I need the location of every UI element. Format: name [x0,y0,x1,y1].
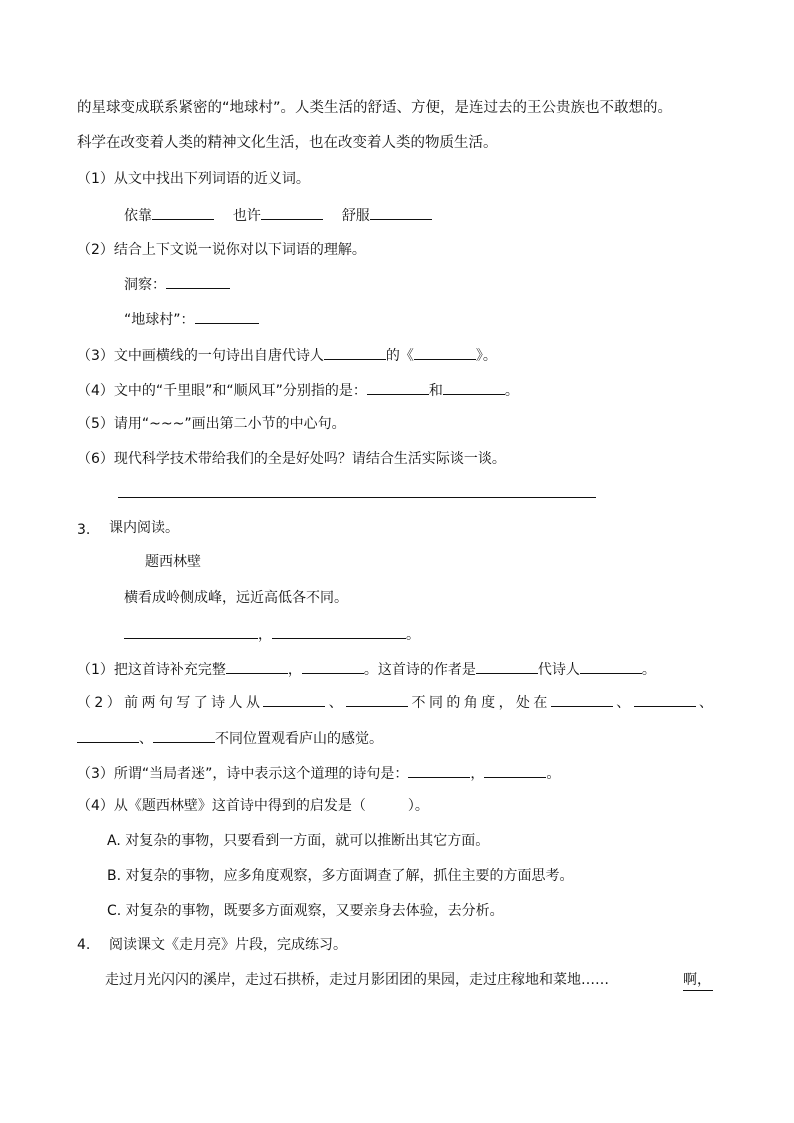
question-3-3-comma: ， [470,766,485,782]
word-yexu: 也许 [232,208,261,224]
passage-zouyueliang [105,970,713,990]
poem-line-1: 横看成岭侧成峰，远近高低各不同。 [124,590,348,606]
question-2-2: （2）结合上下文说一说你对以下词语的理解。 [77,242,366,258]
answer-blank-angle-1[interactable] [263,691,325,707]
question-3-1-poet: 代诗人 [537,662,580,678]
question-4-number: 4. [77,937,91,953]
word-yikao: 依靠 [124,208,152,224]
answer-blank-poet-name[interactable] [580,658,642,674]
question-3-number: 3. [77,522,91,538]
poem-blank-lines [124,623,420,643]
answer-blank-line-3[interactable] [226,658,288,674]
passage-zouyueliang-text: 走过月光闪闪的溪岸，走过石拱桥，走过月影团团的果园，走过庄稼地和菜地…… [105,972,609,988]
question-3-4: （4）从《题西林壁》这首诗中得到的启发是（ ）。 [77,798,429,814]
poem-comma: ， [258,627,272,643]
question-4-heading: 阅读课文《走月亮》片段，完成练习。 [109,937,347,953]
question-2-3 [77,344,497,364]
passage-line-2: 科学在改变着人类的精神文化生活，也在改变着人类的物质生活。 [77,135,498,151]
word-shufu: 舒服 [341,208,370,224]
answer-line-2-6[interactable] [118,497,596,498]
term-dongcha-label: 洞察： [124,277,166,293]
question-3-2-end: 不同位置观看庐山的感觉。 [215,731,383,747]
question-3-2-sep-2: 、 [612,695,634,711]
question-3-1 [77,658,656,678]
answer-blank-diqiucun[interactable] [195,308,259,324]
underlined-exclamation: 啊， [683,970,713,991]
answer-blank-shufu[interactable] [370,204,432,220]
answer-blank-poem-title[interactable] [414,344,476,360]
answer-blank-verse-1[interactable] [408,762,470,778]
question-3-2-sep-3: 、 [695,695,714,711]
question-2-1: （1）从文中找出下列词语的近义词。 [77,171,310,187]
option-a[interactable]: A. 对复杂的事物，只要看到一方面，就可以推断出其它方面。 [107,833,490,849]
answer-blank-yexu[interactable] [261,204,323,220]
question-3-2-sep-4: 、 [139,731,153,747]
question-3-2-mid: 不同的角度，处在 [408,695,551,711]
question-3-1-end: 。 [641,662,656,678]
question-3-1-comma: ， [287,662,302,678]
passage-line-1: 的星球变成联系紧密的“地球村”。人类生活的舒适、方便，是连过去的王公贵族也不敢想的。 [77,100,673,116]
answer-blank-poet[interactable] [324,344,386,360]
answer-blank-shunfenger[interactable] [443,379,505,395]
term-dongcha [124,273,230,293]
question-2-3-end: 》。 [475,348,497,364]
question-3-1-author: 。这首诗的作者是 [363,662,476,678]
question-3-heading: 课内阅读。 [109,520,179,536]
answer-blank-poem-line-3[interactable] [124,623,258,639]
question-2-4 [77,379,519,399]
answer-blank-position-1[interactable] [551,691,613,707]
question-3-1-text: （1）把这首诗补充完整 [77,662,226,678]
question-2-4-and: 和 [428,383,443,399]
poem-title: 题西林壁 [145,554,201,570]
question-2-3-text: （3）文中画横线的一句诗出自唐代诗人 [77,348,324,364]
answer-blank-yikao[interactable] [152,204,214,220]
answer-blank-line-4[interactable] [302,658,364,674]
question-2-4-end: 。 [504,383,519,399]
question-3-3 [77,762,560,782]
answer-blank-angle-2[interactable] [346,691,408,707]
question-3-2 [77,691,713,711]
answer-blank-dongcha[interactable] [166,273,230,289]
poem-period: 。 [406,627,420,643]
option-c[interactable]: C. 对复杂的事物，既要多方面观察，又要亲身去体验，去分析。 [107,903,504,919]
question-2-4-text: （4）文中的“千里眼”和“顺风耳”分别指的是： [77,383,367,399]
answer-blank-position-3[interactable] [77,727,139,743]
answer-blank-poem-line-4[interactable] [272,623,406,639]
question-3-3-text: （3）所谓“当局者迷”，诗中表示这个道理的诗句是： [77,766,409,782]
question-3-2-sep-1: 、 [325,695,347,711]
question-2-6: （6）现代科学技术带给我们的全是好处吗？请结合生活实际谈一谈。 [77,451,506,467]
term-diqiucun [124,308,259,328]
question-3-2-text: （2）前两句写了诗人从 [77,695,264,711]
question-3-3-end: 。 [546,766,561,782]
answer-blank-position-4[interactable] [153,727,215,743]
answer-blank-verse-2[interactable] [484,762,546,778]
answer-blank-qianliyan[interactable] [367,379,429,395]
answer-blank-position-2[interactable] [634,691,696,707]
question-3-2-cont [77,727,383,747]
synonym-row [124,204,432,224]
answer-blank-dynasty[interactable] [476,658,538,674]
question-2-5: （5）请用“~~~”画出第二小节的中心句。 [77,416,346,432]
question-2-3-of: 的《 [385,348,414,364]
option-b[interactable]: B. 对复杂的事物，应多角度观察，多方面调查了解，抓住主要的方面思考。 [107,868,574,884]
term-diqiucun-label: “地球村”： [124,312,195,328]
